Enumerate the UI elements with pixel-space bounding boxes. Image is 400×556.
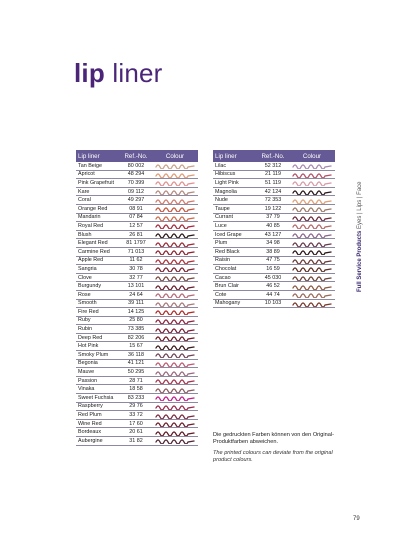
colour-disclaimer bbox=[213, 432, 343, 464]
shade-ref-number: 41 121 bbox=[127, 360, 145, 367]
colour-swatch bbox=[289, 213, 335, 221]
shade-name: Deep Red bbox=[78, 334, 103, 341]
table-row bbox=[213, 222, 335, 231]
swatch-stroke bbox=[156, 260, 194, 264]
colour-swatch bbox=[152, 308, 198, 316]
table-row bbox=[213, 300, 335, 309]
shade-ref-number: 37 79 bbox=[266, 214, 280, 221]
header-colour: Colour bbox=[302, 152, 322, 160]
table-row bbox=[76, 334, 198, 343]
table-row bbox=[213, 248, 335, 257]
colour-swatch bbox=[152, 359, 198, 367]
table-row bbox=[76, 265, 198, 274]
shade-ref-number: 81 1797 bbox=[126, 240, 146, 247]
swatch-stroke bbox=[156, 200, 194, 204]
swatch-stroke bbox=[156, 432, 194, 436]
table-row bbox=[76, 205, 198, 214]
colour-swatch bbox=[152, 420, 198, 428]
table-row bbox=[76, 385, 198, 394]
colour-swatch bbox=[152, 274, 198, 282]
colour-swatch bbox=[289, 162, 335, 170]
shade-name: Bordeaux bbox=[78, 429, 102, 436]
side-label-bold: Full Service Products bbox=[357, 230, 363, 292]
shade-name: Magnolia bbox=[215, 188, 237, 195]
table-row bbox=[76, 342, 198, 351]
table-row bbox=[76, 239, 198, 248]
shade-name: Royal Red bbox=[78, 222, 104, 229]
shade-ref-number: 51 119 bbox=[264, 179, 282, 186]
table-row bbox=[76, 257, 198, 266]
lip-liner-table-right bbox=[213, 150, 335, 308]
swatch-stroke bbox=[156, 320, 194, 324]
shade-ref-number: 18 58 bbox=[129, 386, 143, 393]
shade-name: Carmine Red bbox=[78, 248, 110, 255]
shade-ref-number: 11 62 bbox=[129, 257, 143, 264]
colour-swatch bbox=[152, 179, 198, 187]
shade-name: Coral bbox=[78, 197, 91, 204]
shade-name: Passion bbox=[78, 377, 98, 384]
shade-name: Iced Grape bbox=[215, 231, 242, 238]
swatch-stroke bbox=[293, 165, 331, 169]
header-ref: Ref.-No. bbox=[124, 152, 148, 160]
shade-name: Red Black bbox=[215, 248, 240, 255]
shade-name: Hot Pink bbox=[78, 343, 99, 350]
colour-swatch bbox=[289, 248, 335, 256]
table-row bbox=[76, 308, 198, 317]
disclaimer-de: Die gedruckten Farben können von den Original-Produktfarben abweichen. bbox=[213, 432, 334, 445]
shade-name: Burgundy bbox=[78, 283, 102, 290]
colour-swatch bbox=[152, 162, 198, 170]
shade-ref-number: 17 60 bbox=[129, 420, 143, 427]
shade-ref-number: 70 399 bbox=[127, 179, 145, 186]
shade-ref-number: 44 74 bbox=[266, 291, 280, 298]
table-row bbox=[76, 437, 198, 446]
shade-name: Pink Grapefruit bbox=[78, 179, 114, 186]
table-row bbox=[213, 196, 335, 205]
shade-name: Cacao bbox=[215, 274, 231, 281]
swatch-stroke bbox=[156, 346, 194, 350]
shade-ref-number: 36 118 bbox=[127, 351, 145, 358]
shade-name: Smoky Plum bbox=[78, 351, 109, 358]
table-row bbox=[213, 291, 335, 300]
swatch-stroke bbox=[156, 380, 194, 384]
header-name: Lip liner bbox=[78, 152, 100, 160]
swatch-stroke bbox=[293, 225, 331, 229]
colour-swatch bbox=[289, 282, 335, 290]
shade-ref-number: 21 119 bbox=[264, 171, 282, 178]
table-row bbox=[76, 403, 198, 412]
table-row bbox=[76, 179, 198, 188]
swatch-stroke bbox=[156, 243, 194, 247]
shade-name: Raisin bbox=[215, 257, 230, 264]
lip-liner-table-left bbox=[76, 150, 198, 446]
swatch-stroke bbox=[156, 234, 194, 238]
swatch-stroke bbox=[293, 303, 331, 307]
shade-ref-number: 16 59 bbox=[266, 265, 280, 272]
shade-name: Fire Red bbox=[78, 308, 99, 315]
shade-ref-number: 32 77 bbox=[129, 274, 143, 281]
colour-swatch bbox=[152, 342, 198, 350]
swatch-stroke bbox=[293, 251, 331, 255]
table-row bbox=[213, 214, 335, 223]
colour-swatch bbox=[152, 437, 198, 445]
shade-name: Wine Red bbox=[78, 420, 102, 427]
table-row bbox=[76, 325, 198, 334]
shade-name: Rose bbox=[78, 291, 91, 298]
table-header bbox=[76, 150, 198, 162]
shade-name: Elegant Red bbox=[78, 240, 108, 247]
shade-ref-number: 49 297 bbox=[127, 197, 145, 204]
shade-name: Begonia bbox=[78, 360, 98, 367]
swatch-stroke bbox=[156, 225, 194, 229]
shade-name: Lilac bbox=[215, 162, 227, 169]
shade-ref-number: 09 112 bbox=[127, 188, 145, 195]
shade-ref-number: 14 125 bbox=[127, 308, 145, 315]
table-row bbox=[76, 222, 198, 231]
shade-ref-number: 47 75 bbox=[266, 257, 280, 264]
disclaimer-en: The printed colours can deviate from the original product colours. bbox=[213, 450, 333, 463]
table-row bbox=[76, 282, 198, 291]
shade-name: Sangria bbox=[78, 265, 97, 272]
shade-ref-number: 42 124 bbox=[264, 188, 282, 195]
page-title bbox=[74, 58, 163, 88]
table-row bbox=[76, 351, 198, 360]
swatch-stroke bbox=[156, 277, 194, 281]
header-name: Lip liner bbox=[215, 152, 237, 160]
colour-swatch bbox=[289, 291, 335, 299]
shade-name: Chocolat bbox=[215, 265, 237, 272]
colour-swatch bbox=[152, 188, 198, 196]
table-header bbox=[213, 150, 335, 162]
swatch-stroke bbox=[293, 260, 331, 264]
table-row bbox=[76, 377, 198, 386]
shade-name: Luce bbox=[215, 222, 227, 229]
shade-ref-number: 71 013 bbox=[127, 248, 145, 255]
shade-ref-number: 45 030 bbox=[264, 274, 282, 281]
colour-swatch bbox=[152, 351, 198, 359]
shade-ref-number: 48 294 bbox=[127, 171, 145, 178]
title-light: liner bbox=[112, 58, 163, 88]
colour-swatch bbox=[152, 334, 198, 342]
shade-name: Sweet Fuchsia bbox=[78, 394, 114, 401]
swatch-stroke bbox=[293, 234, 331, 238]
table-row bbox=[213, 265, 335, 274]
swatch-stroke bbox=[293, 294, 331, 298]
table-row bbox=[76, 317, 198, 326]
side-label-rest: Eyes | Lips | Face bbox=[357, 181, 363, 229]
shade-ref-number: 82 206 bbox=[127, 334, 145, 341]
shade-ref-number: 13 101 bbox=[127, 283, 145, 290]
colour-swatch bbox=[152, 385, 198, 393]
swatch-stroke bbox=[156, 372, 194, 376]
swatch-stroke bbox=[293, 191, 331, 195]
shade-ref-number: 19 122 bbox=[264, 205, 282, 212]
shade-ref-number: 12 57 bbox=[129, 222, 143, 229]
swatch-stroke bbox=[156, 389, 194, 393]
shade-name: Cote bbox=[215, 291, 227, 298]
shade-name: Red Plum bbox=[78, 412, 102, 419]
shade-name: Rubin bbox=[78, 326, 93, 333]
table-row bbox=[76, 360, 198, 369]
colour-swatch bbox=[152, 213, 198, 221]
table-row bbox=[76, 368, 198, 377]
swatch-stroke bbox=[293, 200, 331, 204]
shade-ref-number: 31 82 bbox=[129, 437, 143, 444]
shade-name: Blush bbox=[78, 231, 92, 238]
shade-name: Apricot bbox=[78, 171, 95, 178]
shade-name: Brun Clair bbox=[215, 283, 239, 290]
shade-name: Hibiscus bbox=[215, 171, 236, 178]
shade-ref-number: 15 67 bbox=[129, 343, 143, 350]
swatch-stroke bbox=[156, 208, 194, 212]
header-colour: Colour bbox=[165, 152, 185, 160]
table-row bbox=[213, 239, 335, 248]
colour-swatch bbox=[152, 239, 198, 247]
shade-name: Vinaka bbox=[78, 386, 95, 393]
shade-ref-number: 83 233 bbox=[127, 394, 145, 401]
colour-swatch bbox=[289, 231, 335, 239]
table-row bbox=[213, 231, 335, 240]
table-row bbox=[76, 171, 198, 180]
table-row bbox=[213, 205, 335, 214]
shade-ref-number: 34 98 bbox=[266, 240, 280, 247]
colour-swatch bbox=[152, 316, 198, 324]
page-number: 79 bbox=[353, 516, 360, 522]
table-row bbox=[76, 188, 198, 197]
swatch-stroke bbox=[293, 243, 331, 247]
shade-ref-number: 80 002 bbox=[127, 162, 145, 169]
shade-name: Mauve bbox=[78, 369, 95, 376]
colour-swatch bbox=[289, 188, 335, 196]
shade-ref-number: 08 91 bbox=[129, 205, 143, 212]
colour-swatch bbox=[152, 394, 198, 402]
shade-name: Kare bbox=[78, 188, 90, 195]
shade-name: Aubergine bbox=[78, 437, 103, 444]
colour-swatch bbox=[289, 256, 335, 264]
swatch-stroke bbox=[156, 337, 194, 341]
shade-name: Ruby bbox=[78, 317, 91, 324]
table-row bbox=[213, 257, 335, 266]
shade-name: Plum bbox=[215, 240, 228, 247]
table-row bbox=[76, 420, 198, 429]
swatch-stroke bbox=[156, 354, 194, 358]
shade-name: Mahogany bbox=[215, 300, 241, 307]
swatch-stroke bbox=[156, 423, 194, 427]
colour-swatch bbox=[289, 265, 335, 273]
swatch-stroke bbox=[156, 251, 194, 255]
colour-swatch bbox=[152, 299, 198, 307]
table-row bbox=[76, 248, 198, 257]
shade-ref-number: 25 80 bbox=[129, 317, 143, 324]
colour-swatch bbox=[289, 205, 335, 213]
swatch-stroke bbox=[156, 415, 194, 419]
swatch-stroke bbox=[156, 363, 194, 367]
swatch-stroke bbox=[156, 397, 194, 401]
colour-swatch bbox=[289, 170, 335, 178]
header-ref: Ref.-No. bbox=[261, 152, 285, 160]
swatch-stroke bbox=[156, 406, 194, 410]
colour-swatch bbox=[152, 222, 198, 230]
swatch-stroke bbox=[293, 208, 331, 212]
shade-name: Raspberry bbox=[78, 403, 103, 410]
shade-name: Currant bbox=[215, 214, 233, 221]
swatch-stroke bbox=[156, 440, 194, 444]
colour-swatch bbox=[152, 196, 198, 204]
table-row bbox=[213, 274, 335, 283]
swatch-stroke bbox=[156, 294, 194, 298]
colour-swatch bbox=[289, 299, 335, 307]
swatch-stroke bbox=[156, 191, 194, 195]
shade-ref-number: 24 64 bbox=[129, 291, 143, 298]
shade-ref-number: 50 295 bbox=[127, 369, 145, 376]
table-row bbox=[76, 291, 198, 300]
shade-name: Orange Red bbox=[78, 205, 108, 212]
shade-ref-number: 39 111 bbox=[128, 300, 144, 307]
table-row bbox=[76, 411, 198, 420]
swatch-stroke bbox=[156, 217, 194, 221]
table-row bbox=[76, 394, 198, 403]
colour-swatch bbox=[152, 256, 198, 264]
colour-swatch bbox=[289, 222, 335, 230]
table-row bbox=[76, 162, 198, 171]
swatch-stroke bbox=[293, 277, 331, 281]
shade-name: Clove bbox=[78, 274, 92, 281]
colour-swatch bbox=[152, 205, 198, 213]
colour-swatch bbox=[152, 402, 198, 410]
swatch-stroke bbox=[293, 217, 331, 221]
shade-name: Mandarin bbox=[78, 214, 101, 221]
shade-ref-number: 38 89 bbox=[266, 248, 280, 255]
shade-ref-number: 28 71 bbox=[129, 377, 143, 384]
colour-swatch bbox=[152, 377, 198, 385]
swatch-stroke bbox=[156, 268, 194, 272]
colour-swatch bbox=[289, 179, 335, 187]
shade-ref-number: 30 78 bbox=[129, 265, 143, 272]
table-row bbox=[76, 428, 198, 437]
colour-swatch bbox=[152, 170, 198, 178]
swatch-stroke bbox=[293, 286, 331, 290]
swatch-stroke bbox=[156, 286, 194, 290]
table-row bbox=[76, 274, 198, 283]
shade-name: Apple Red bbox=[78, 257, 104, 264]
table-row bbox=[76, 196, 198, 205]
swatch-stroke bbox=[156, 165, 194, 169]
table-row bbox=[76, 231, 198, 240]
shade-ref-number: 33 72 bbox=[129, 412, 143, 419]
shade-ref-number: 10 103 bbox=[264, 300, 282, 307]
colour-swatch bbox=[152, 368, 198, 376]
shade-name: Light Pink bbox=[215, 179, 239, 186]
side-section-label bbox=[357, 181, 363, 292]
colour-swatch bbox=[152, 428, 198, 436]
colour-swatch bbox=[289, 274, 335, 282]
colour-swatch bbox=[289, 239, 335, 247]
swatch-stroke bbox=[156, 329, 194, 333]
table-row bbox=[213, 179, 335, 188]
colour-swatch bbox=[289, 196, 335, 204]
shade-ref-number: 07 84 bbox=[129, 214, 143, 221]
shade-ref-number: 46 52 bbox=[266, 283, 280, 290]
swatch-stroke bbox=[156, 174, 194, 178]
colour-swatch bbox=[152, 325, 198, 333]
table-row bbox=[213, 162, 335, 171]
shade-ref-number: 72 353 bbox=[264, 197, 282, 204]
shade-ref-number: 40 85 bbox=[266, 222, 280, 229]
table-row bbox=[76, 214, 198, 223]
title-bold: lip bbox=[74, 58, 105, 88]
colour-swatch bbox=[152, 248, 198, 256]
shade-ref-number: 20 61 bbox=[129, 429, 143, 436]
swatch-stroke bbox=[293, 174, 331, 178]
shade-ref-number: 73 385 bbox=[127, 326, 145, 333]
shade-ref-number: 26 81 bbox=[129, 231, 143, 238]
swatch-stroke bbox=[293, 182, 331, 186]
swatch-stroke bbox=[156, 182, 194, 186]
swatch-stroke bbox=[293, 268, 331, 272]
shade-ref-number: 43 127 bbox=[264, 231, 282, 238]
swatch-stroke bbox=[156, 303, 194, 307]
colour-swatch bbox=[152, 282, 198, 290]
colour-swatch bbox=[152, 291, 198, 299]
table-row bbox=[213, 171, 335, 180]
shade-name: Nude bbox=[215, 197, 228, 204]
shade-name: Smooth bbox=[78, 300, 97, 307]
shade-name: Taupe bbox=[215, 205, 230, 212]
shade-name: Tan Beige bbox=[78, 162, 102, 169]
colour-swatch bbox=[152, 265, 198, 273]
table-row bbox=[213, 188, 335, 197]
table-row bbox=[213, 282, 335, 291]
shade-ref-number: 29 76 bbox=[129, 403, 143, 410]
table-row bbox=[76, 300, 198, 309]
shade-ref-number: 52 312 bbox=[264, 162, 282, 169]
colour-swatch bbox=[152, 231, 198, 239]
swatch-stroke bbox=[156, 311, 194, 315]
colour-swatch bbox=[152, 411, 198, 419]
